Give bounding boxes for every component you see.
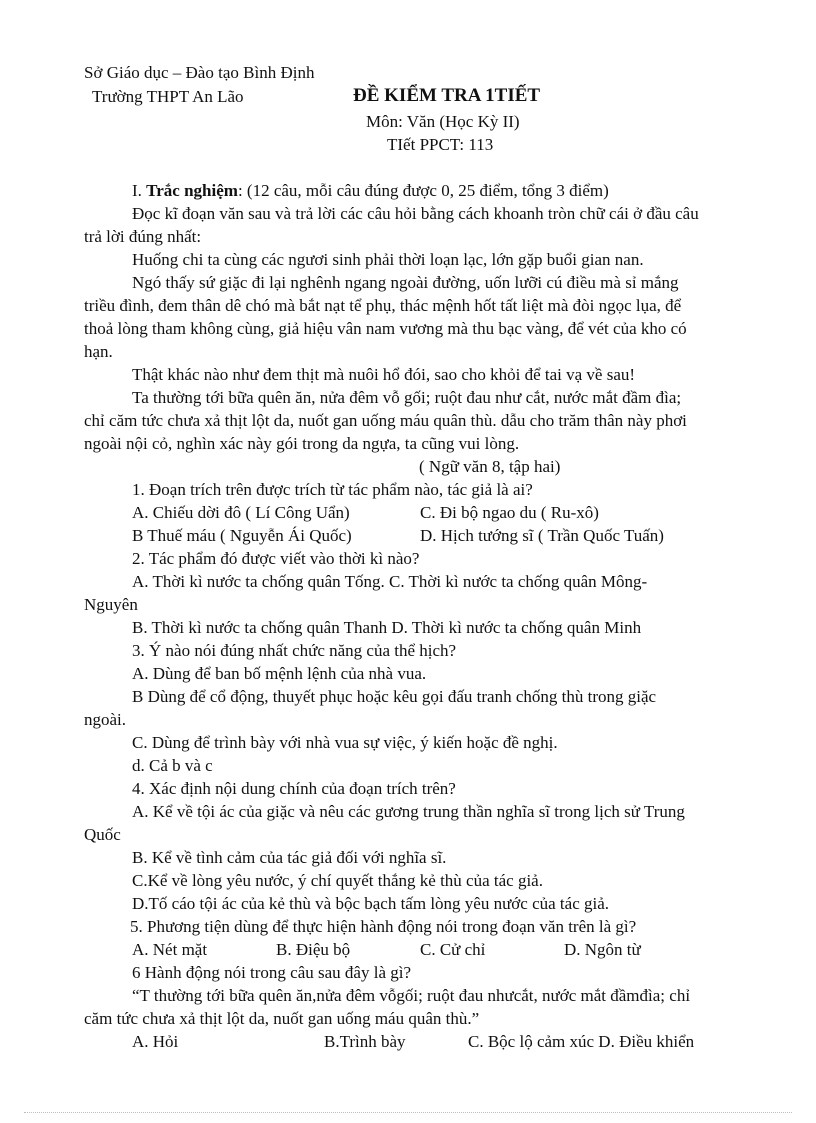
q2-options-bd: B. Thời kì nước ta chống quân Thanh D. Thời kì nước ta chống quân Minh — [132, 618, 642, 637]
question-2: 2. Tác phẩm đó được viết vào thời kì nào? — [132, 549, 420, 568]
question-1: 1. Đoạn trích trên được trích từ tác phẩm nào, tác giả là ai? — [132, 480, 533, 499]
question-4: 4. Xác định nội dung chính của đoạn trích trên? — [132, 779, 456, 798]
instruction-line: trả lời đúng nhất: — [84, 227, 202, 246]
q3-option-b: B Dùng để cổ động, thuyết phục hoặc kêu gọi đấu tranh chống thù trong giặc — [132, 687, 657, 706]
passage-line: chỉ căm tức chưa xả thịt lột da, nuốt gan uống máu quân thù. dẫu cho trăm thân này phơi — [84, 411, 687, 430]
passage-line: Thật khác nào như đem thịt mà nuôi hổ đói, sao cho khỏi để tai vạ về sau! — [132, 365, 636, 384]
exam-period: TIết PPCT: 113 — [387, 135, 494, 154]
section-number: I. — [132, 181, 147, 200]
question-3: 3. Ý nào nói đúng nhất chức năng của thể hịch? — [132, 641, 457, 660]
section-note: : (12 câu, mỗi câu đúng được 0, 25 điểm, tổng 3 điểm) — [237, 181, 609, 200]
passage-line: triều đình, đem thân dê chó mà bắt nạt tể phụ, thác mệnh hốt tất liệt mà đòi ngọc lụa, để — [84, 296, 682, 315]
school-name: Trường THPT An Lão — [92, 87, 244, 106]
instruction-line: Đọc kĩ đoạn văn sau và trả lời các câu hỏi bằng cách khoanh tròn chữ cái ở đầu câu — [132, 204, 699, 223]
q5-option-d: D. Ngôn từ — [564, 940, 641, 959]
q2-options-ac-cont: Nguyên — [84, 595, 138, 614]
q2-options-ac: A. Thời kì nước ta chống quân Tống. C. Thời kì nước ta chống quân Mông- — [132, 572, 648, 591]
department-name: Sở Giáo dục – Đào tạo Bình Định — [84, 63, 315, 82]
question-6: 6 Hành động nói trong câu sau đây là gì? — [132, 963, 412, 982]
q1-option-d: D. Hịch tướng sĩ ( Trần Quốc Tuấn) — [420, 526, 664, 545]
passage-line: ngoài nội cỏ, nghìn xác này gói trong da ngựa, ta cũng vui lòng. — [84, 434, 520, 453]
q6-quote: “T thường tới bữa quên ăn,nửa đêm vỗgối; ruột đau nhưcắt, nước mắt đầmđìa; chỉ — [132, 986, 691, 1005]
passage-line: Ngó thấy sứ giặc đi lại nghênh ngang ngoài đường, uốn lưỡi cú điều mà sỉ mắng — [132, 273, 679, 292]
q6-option-a: A. Hỏi — [132, 1032, 179, 1051]
q6-option-b: B.Trình bày — [324, 1032, 406, 1051]
q4-option-b: B. Kể về tình cảm của tác giả đối với nghĩa sĩ. — [132, 848, 447, 867]
exam-subject: Môn: Văn (Học Kỳ II) — [366, 112, 520, 131]
section-title: Trắc nghiệm — [146, 181, 238, 200]
q1-option-a: A. Chiếu dời đô ( Lí Công Uẩn) — [132, 503, 350, 522]
q3-option-c: C. Dùng để trình bày với nhà vua sự việc, ý kiến hoặc đề nghị. — [132, 733, 558, 752]
passage-line: thoả lòng tham không cùng, giả hiệu vân nam vương mà thu bạc vàng, để vét của kho có — [84, 319, 687, 338]
passage-line: Huống chi ta cùng các ngươi sinh phải thời loạn lạc, lớn gặp buổi gian nan. — [132, 250, 644, 269]
q4-option-a-cont: Quốc — [84, 825, 121, 844]
page-bottom-divider — [24, 1112, 792, 1113]
q4-option-a: A. Kể về tội ác của giặc và nêu các gương trung thần nghĩa sĩ trong lịch sử Trung — [132, 802, 685, 821]
q6-options-cd: C. Bộc lộ cảm xúc D. Điều khiển — [468, 1032, 695, 1051]
q5-option-b: B. Điệu bộ — [276, 940, 351, 959]
question-5: 5. Phương tiện dùng để thực hiện hành động nói trong đoạn văn trên là gì? — [130, 917, 637, 936]
passage-source: ( Ngữ văn 8, tập hai) — [419, 457, 561, 476]
section-heading — [132, 180, 609, 202]
q3-option-d: d. Cả b và c — [132, 756, 213, 775]
q4-option-d: D.Tố cáo tội ác của kẻ thù và bộc bạch tấm lòng yêu nước của tác giả. — [132, 894, 610, 913]
q5-option-c: C. Cử chỉ — [420, 940, 486, 959]
passage-line: hạn. — [84, 342, 113, 361]
q3-option-b-cont: ngoài. — [84, 710, 127, 729]
passage-line: Ta thường tới bữa quên ăn, nửa đêm vỗ gối; ruột đau như cắt, nước mắt đầm đìa; — [132, 388, 682, 407]
q3-option-a: A. Dùng để ban bố mệnh lệnh của nhà vua. — [132, 664, 427, 683]
q1-option-b: B Thuế máu ( Nguyễn Ái Quốc) — [132, 526, 352, 545]
exam-title: ĐỀ KIỂM TRA 1TIẾT — [353, 85, 541, 106]
q6-quote-cont: căm tức chưa xả thịt lột da, nuốt gan uống máu quân thù.” — [84, 1009, 480, 1028]
q1-option-c: C. Đi bộ ngao du ( Ru-xô) — [420, 503, 599, 522]
q4-option-c: C.Kể về lòng yêu nước, ý chí quyết thắng kẻ thù của tác giả. — [132, 871, 543, 890]
q5-option-a: A. Nét mặt — [132, 940, 208, 959]
